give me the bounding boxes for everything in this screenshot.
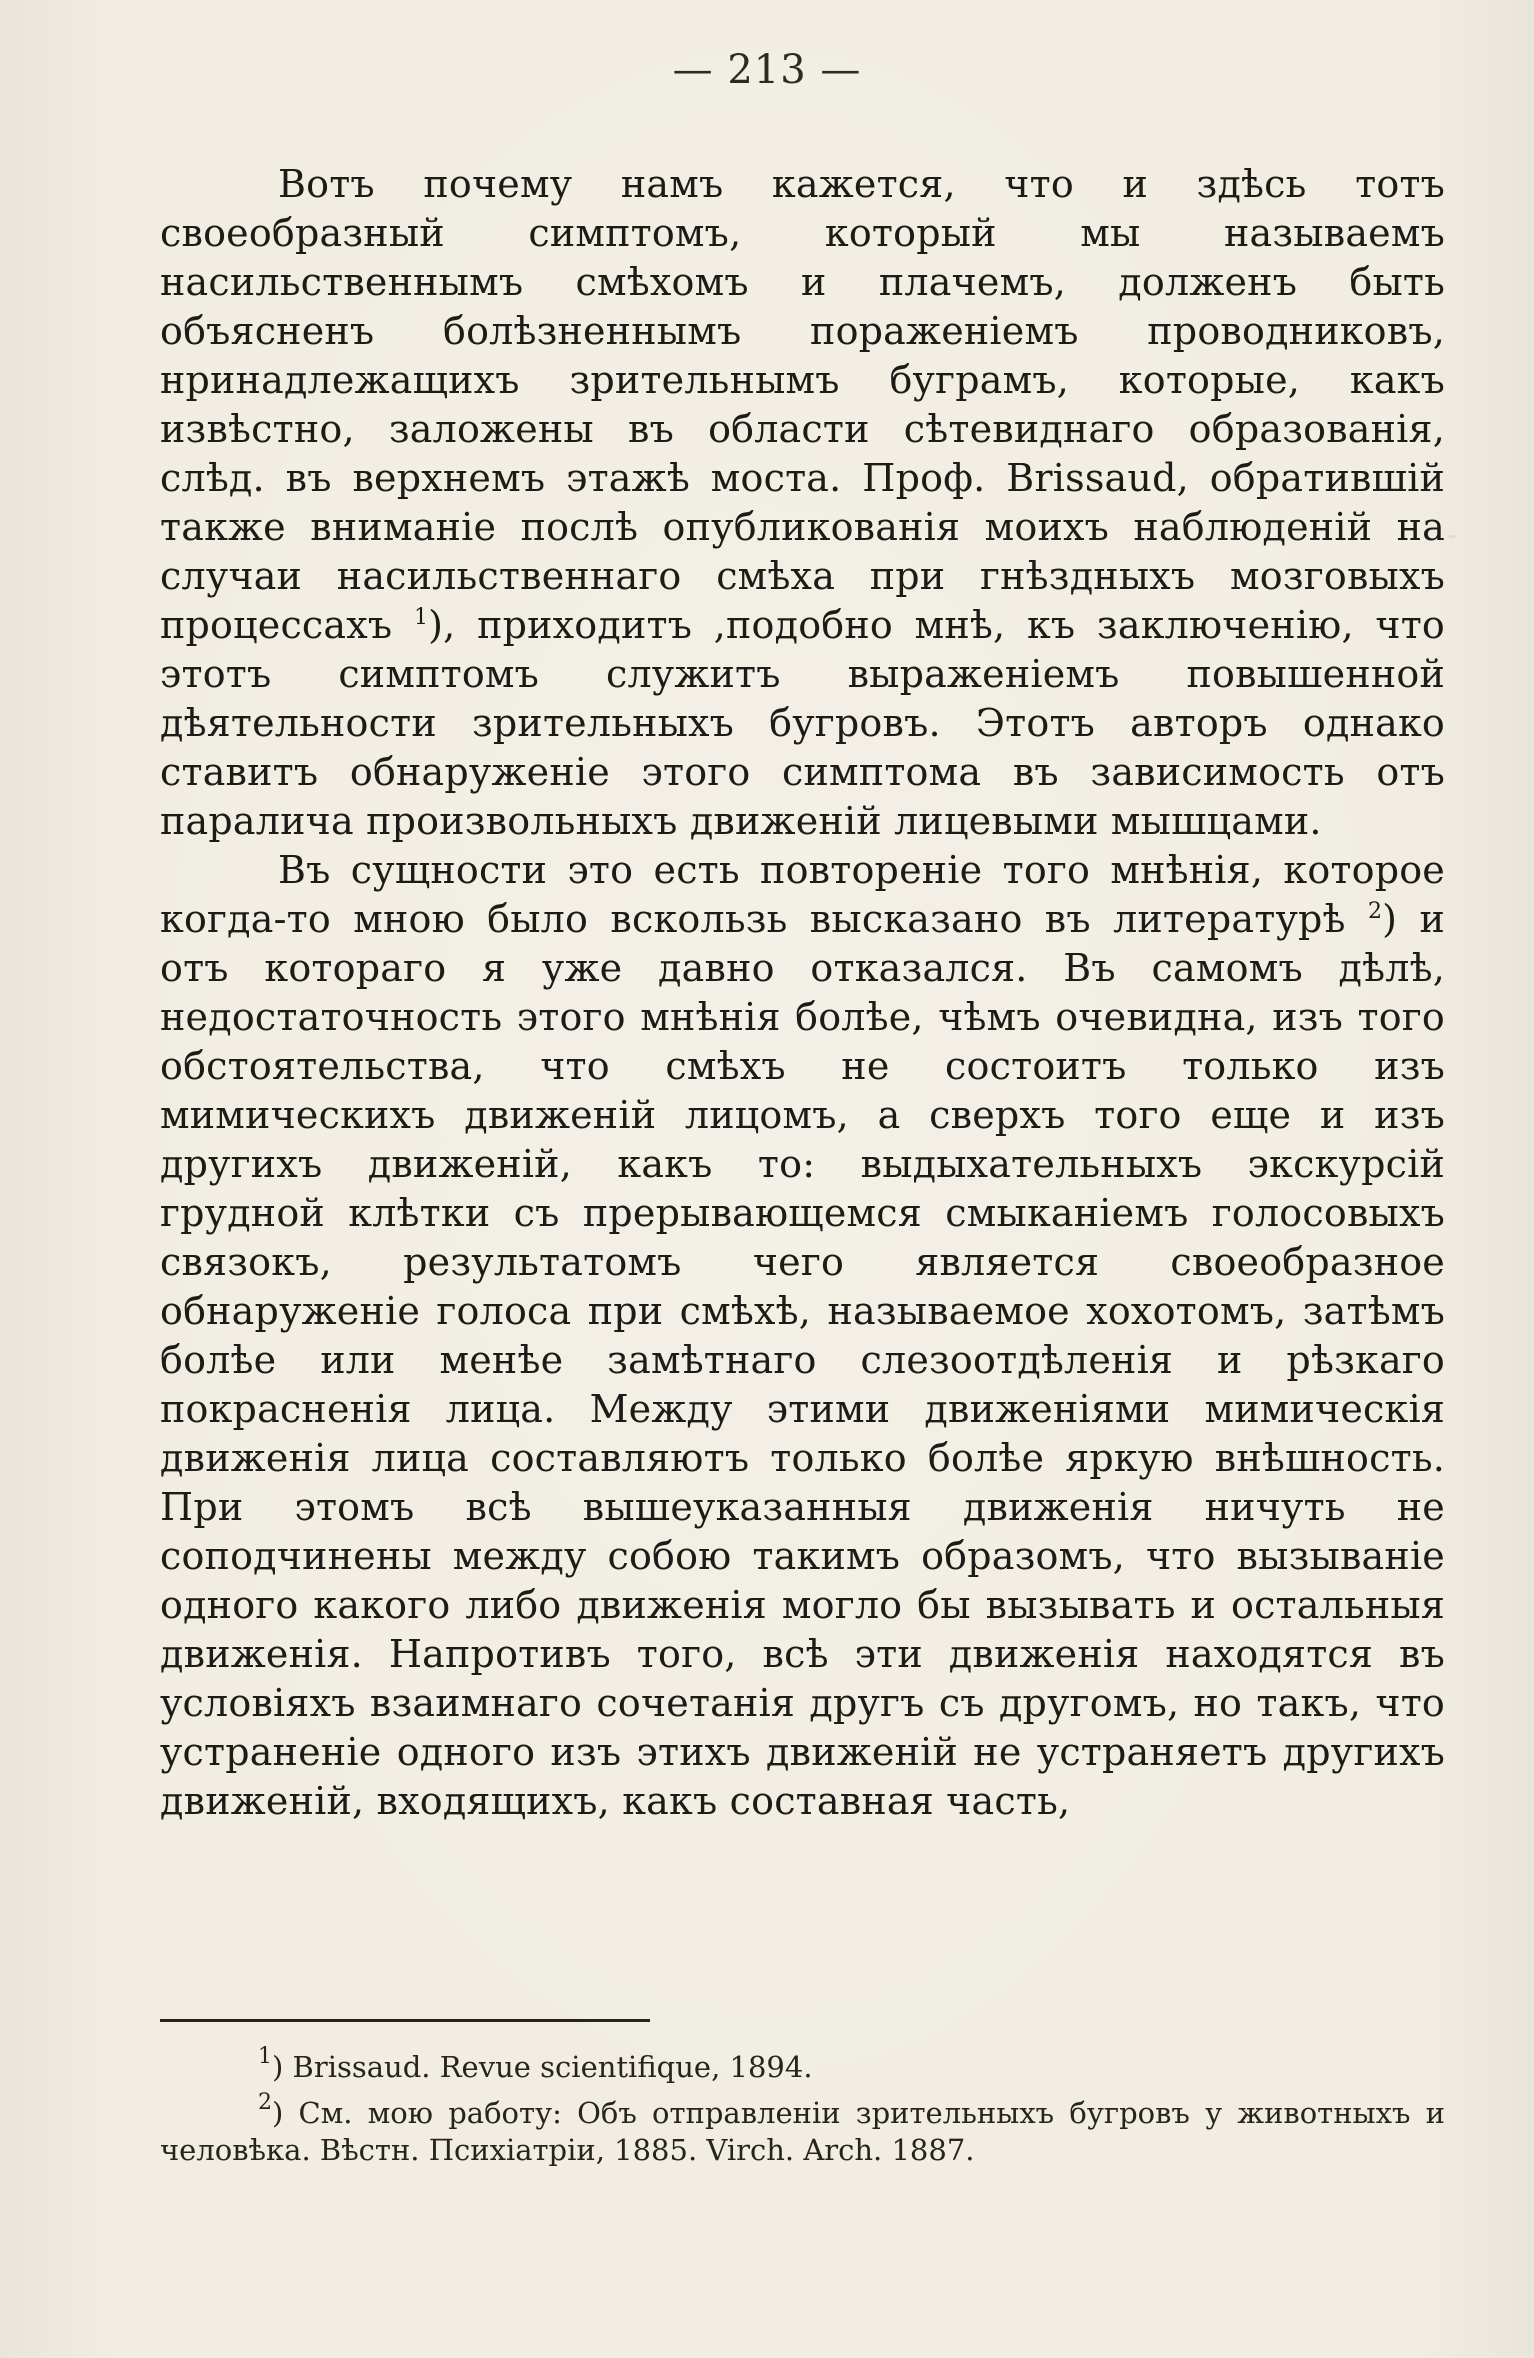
footnote-reference-1: 1	[413, 605, 429, 630]
paragraph-2	[160, 846, 1445, 1826]
footnote-reference-2: 2	[1367, 899, 1383, 924]
paragraph-1-text-after-note: , приходитъ ,подобно мнѣ, къ заключенію, что этотъ симптомъ служитъ выраженіемъ повышенной дѣятельности зрительныхъ бугровъ. Этотъ авторъ однако ставитъ обнаруженіе этого симптома въ зависимость отъ паралича произвольныхъ движеній лицевыми мышцами.	[160, 603, 1445, 843]
footnote-marker-2: 2	[258, 2090, 272, 2115]
footnote-text-2: См. мою работу: Объ отправленіи зрительныхъ бугровъ у животныхъ и человѣка. Вѣстн. Психіатріи, 1885. Virch. Arch. 1887.	[160, 2096, 1445, 2167]
page-number: — 213 —	[672, 47, 862, 93]
closing-parenthesis: )	[1382, 897, 1398, 941]
main-text	[160, 160, 1445, 1826]
footnote-2	[160, 2090, 1445, 2169]
paper-spot	[473, 285, 476, 288]
paragraph-1-text-before-note: Вотъ почему намъ кажется, что и здѣсь тотъ своеобразный симптомъ, который мы называемъ насильственнымъ смѣхомъ и плачемъ, долженъ быть объясненъ болѣзненнымъ пораженіемъ проводниковъ, нринадлежащихъ зрительнымъ буграмъ, которые, какъ извѣстно, заложены въ области сѣтевиднаго образованія, слѣд. въ верхнемъ этажѣ моста. Проф. Brissaud, обратившій также вниманіе послѣ опубликованія моихъ наблюденій на случаи насильственнаго смѣха при гнѣздныхъ мозговыхъ процессахъ	[160, 162, 1445, 647]
closing-parenthesis: )	[428, 603, 444, 647]
closing-parenthesis: )	[272, 2050, 284, 2084]
footnotes	[160, 2044, 1445, 2169]
footnote-marker-1: 1	[258, 2044, 272, 2069]
paragraph-1	[160, 160, 1445, 846]
footnote-text-1: Brissaud. Revue scientifique, 1894.	[283, 2050, 813, 2084]
paragraph-2-text-after-note: и отъ котораго я уже давно отказался. Въ самомъ дѣлѣ, недостаточность этого мнѣнія болѣе, чѣмъ очевидна, изъ того обстоятельства, что смѣхъ не состоитъ только изъ мимическихъ движеній лицомъ, а сверхъ того еще и изъ другихъ движеній, какъ то: выдыхательныхъ экскурсій грудной клѣтки съ прерывающемся смыканіемъ голосовыхъ связокъ, результатомъ чего является своеобразное обнаруженіе голоса при смѣхѣ, называемое хохотомъ, затѣмъ болѣе или менѣе замѣтнаго слезоотдѣленія и рѣзкаго покрасненія лица. Между этими движеніями мимическія движенія лица составляютъ только болѣе яркую внѣшность. При этомъ всѣ вышеуказанныя движенія ничуть не соподчинены между собою такимъ образомъ, что вызываніе одного какого либо движенія могло бы вызывать и остальныя движенія. Напротивъ того, всѣ эти движенія находятся въ условіяхъ взаимнаго сочетанія другъ съ другомъ, но такъ, что устраненіе одного изъ этихъ движеній не устраняетъ другихъ движеній, входящихъ, какъ составная часть,	[160, 897, 1445, 1823]
closing-parenthesis: )	[272, 2096, 284, 2130]
paper-spot	[1448, 535, 1456, 538]
footnote-divider	[160, 2019, 650, 2022]
footnote-1	[160, 2044, 1445, 2086]
paragraph-2-text-before-note: Въ сущности это есть повтореніе того мнѣнія, которое когда-то мною было вскользь высказано въ литературѣ	[160, 848, 1445, 941]
